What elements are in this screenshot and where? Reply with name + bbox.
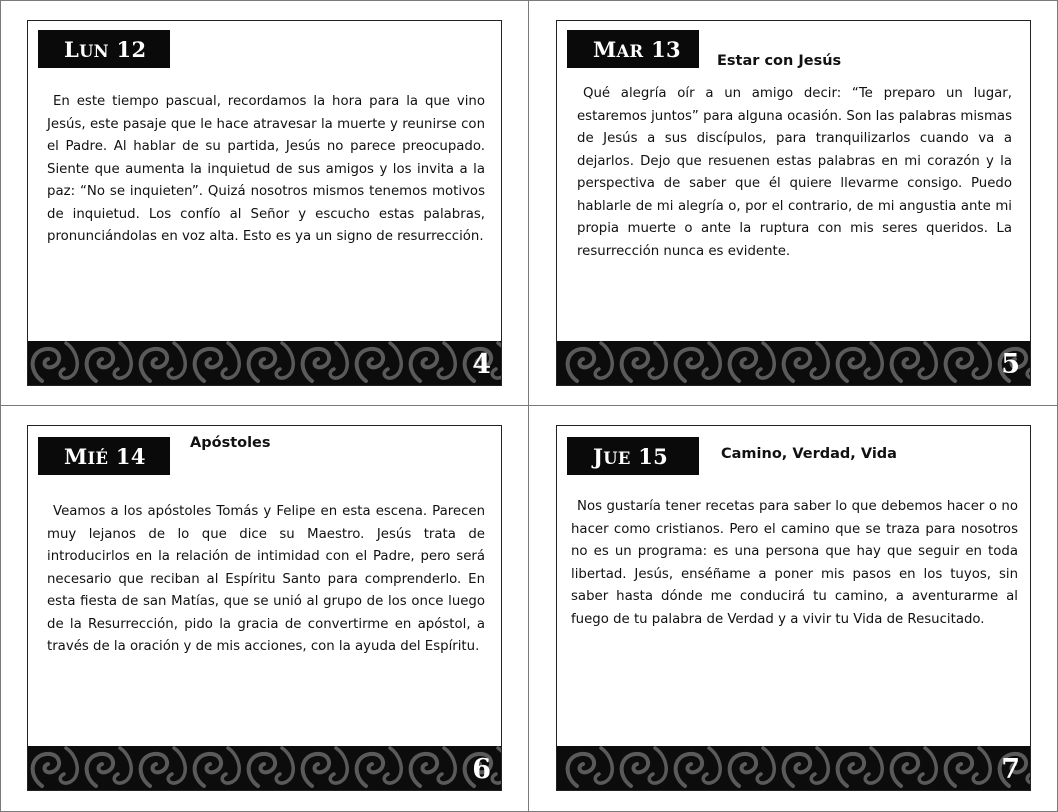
page-number: 7	[1001, 754, 1020, 785]
card-text: Qué alegría oír a un amigo decir: “Te preparo un lugar, estaremos juntos” para alguna ocasión. Son las palabras mismas de Jesús a sus discípulos, para tranquilizarlos cuando va a dejarlos. Dejo que resuenen estas palabras en mi corazón y la perspectiva de saber que él quiere llevarme consigo. Puedo hablarle de mi alegría o, por el contrario, de mi angustia ante mi propia muerte o ante la ruptura con mis seres queridos. La resurrección nunca es evidente.	[577, 86, 1012, 259]
day-label-text: MIÉ 14	[64, 443, 146, 469]
ornament-pattern	[28, 746, 501, 790]
card-text: En este tiempo pascual, recordamos la hora para la que vino Jesús, este pasaje que le hace atravesar la muerte y reunirse con el Padre. Al hablar de su partida, Jesús no parece preocupado. Siente que aumenta la inquietud de sus amigos y los invita a la paz: “No se inquieten”. Quizá nosotros mismos tenemos motivos de inquietud. Los confío al Señor y escucho estas palabras, pronunciándolas en voz alta. Esto es ya un signo de resurrección.	[47, 94, 485, 244]
day-label-text: MAR 13	[593, 36, 681, 62]
card-title: Apóstoles	[190, 435, 271, 451]
day-label-text: JUE 15	[593, 443, 669, 469]
card-mar-13	[556, 20, 1031, 386]
card-mie-14	[27, 425, 502, 791]
frame-divider-vertical	[528, 0, 529, 812]
ornament-pattern	[28, 341, 501, 385]
frame-line-top	[0, 0, 1058, 1]
card-text: Nos gustaría tener recetas para saber lo que debemos hacer o no hacer como cristianos. Pero el camino que se traza para nosotros no es un programa: es una persona que hay que seguir en toda libertad. Jesús, enséñame a poner mis pasos en los tuyos, sin saber hasta dónde me conducirá tu camino, a aventurarme al fuego de tu palabra de Verdad y a vivir tu Vida de Resucitado.	[571, 499, 1018, 627]
frame-divider-horizontal	[0, 405, 1058, 406]
ornament-band	[28, 341, 501, 385]
day-label	[38, 30, 170, 68]
day-label	[567, 30, 699, 68]
page-number: 6	[472, 754, 491, 785]
ornament-pattern	[557, 341, 1030, 385]
ornament-pattern	[557, 746, 1030, 790]
page-number: 4	[472, 349, 491, 380]
day-label-text: LUN 12	[64, 36, 147, 62]
card-text: Veamos a los apóstoles Tomás y Felipe en esta escena. Parecen muy lejanos de lo que dice su Maestro. Jesús trata de introducirlos en la relación de intimidad con el Padre, pero será necesario que reciban al Espíritu Santo para comprenderlo. En esta fiesta de san Matías, que se unió al grupo de los once luego de la Resurrección, pido la gracia de convertirme en apóstol, a través de la oración y de mis acciones, con la ayuda del Espíritu.	[47, 504, 485, 654]
page-number: 5	[1001, 349, 1020, 380]
ornament-band	[28, 746, 501, 790]
day-label	[38, 437, 170, 475]
card-title: Estar con Jesús	[717, 53, 842, 69]
ornament-band	[557, 341, 1030, 385]
ornament-band	[557, 746, 1030, 790]
day-label	[567, 437, 699, 475]
card-lun-12	[27, 20, 502, 386]
card-jue-15	[556, 425, 1031, 791]
frame-line-left	[0, 0, 1, 812]
card-title: Camino, Verdad, Vida	[721, 446, 897, 462]
